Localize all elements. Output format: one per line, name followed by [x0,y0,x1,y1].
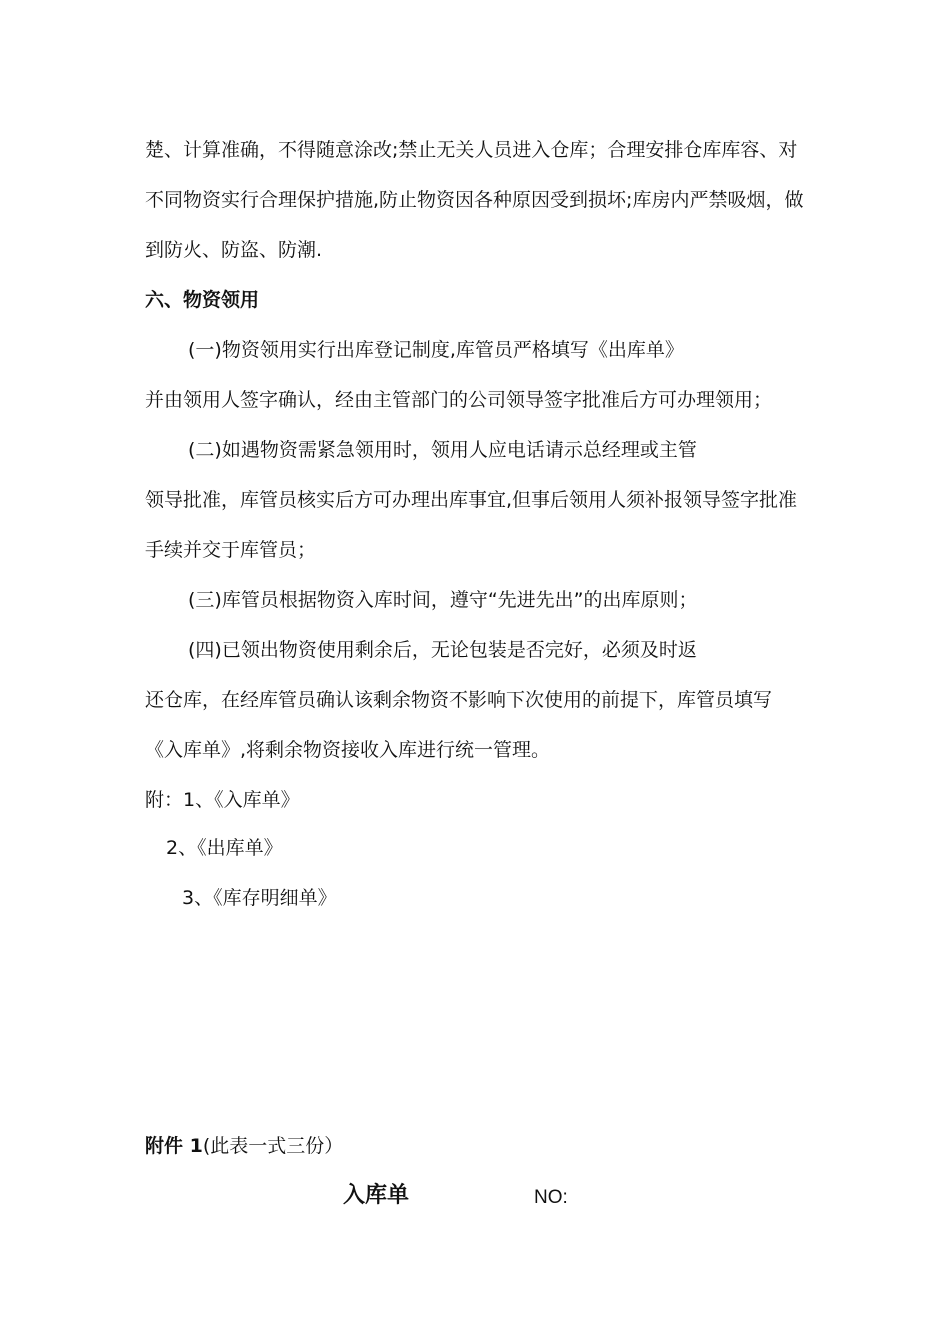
section-heading: 六、物资领用 [145,289,260,311]
appendix-item: 3、《库存明细单》 [182,887,337,909]
list-item: (二)如遇物资需紧急领用时，领用人应电话请示总经理或主管 [188,439,697,461]
paragraph-line: 楚、计算准确，不得随意涂改;禁止无关人员进入仓库；合理安排仓库库容、对 [145,139,798,161]
list-item: (一)物资领用实行出库登记制度,库管员严格填写《出库单》 [188,339,684,361]
form-title: 入库单 [343,1183,410,1208]
list-item-continuation: 《入库单》,将剩余物资接收入库进行统一管理。 [145,739,551,761]
list-item-continuation: 还仓库，在经库管员确认该剩余物资不影响下次使用的前提下，库管员填写 [145,689,773,711]
list-item: (四)已领出物资使用剩余后，无论包装是否完好，必须及时返 [188,639,697,661]
appendix-item: 2、《出库单》 [166,837,283,859]
list-item-continuation: 领导批准，库管员核实后方可办理出库事宜,但事后领用人须补报领导签字批准 [145,489,798,511]
list-item-continuation: 并由领用人签字确认，经由主管部门的公司领导签字批准后方可办理领用； [145,389,773,411]
paragraph-line: 到防火、防盗、防潮. [145,239,323,261]
attachment-note: (此表一式三份） [202,1135,344,1157]
attachment-label: 附件 1 [145,1135,203,1157]
paragraph-line: 不同物资实行合理保护措施,防止物资因各种原因受到损坏;库房内严禁吸烟，做 [145,189,804,211]
list-item: (三)库管员根据物资入库时间，遵守“先进先出”的出库原则； [188,589,698,611]
form-number-label: NO: [534,1187,568,1208]
attachment-heading [145,1134,343,1158]
list-item-continuation: 手续并交于库管员； [145,539,317,561]
appendix-item: 附：1、《入库单》 [145,789,300,811]
